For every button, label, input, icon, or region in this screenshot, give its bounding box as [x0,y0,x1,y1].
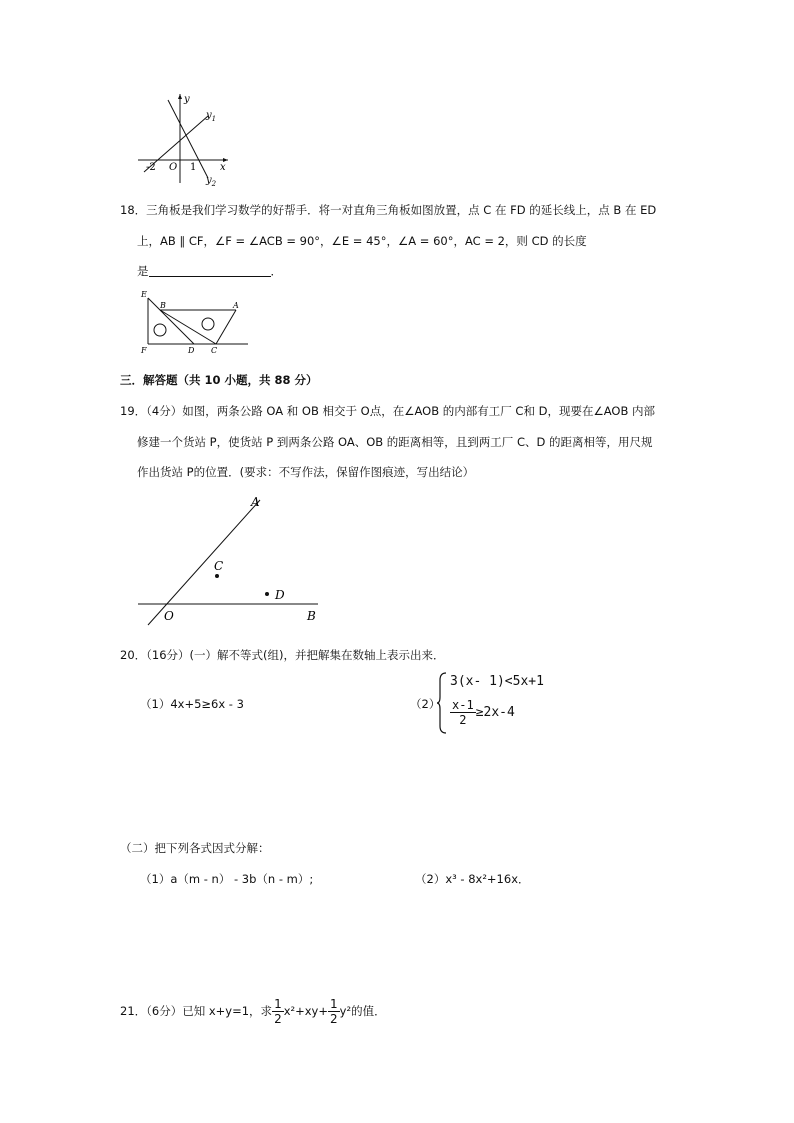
q18-prefix: 是 [137,264,149,278]
q18-triangle-figure [138,288,253,358]
q18-line1 [120,202,656,218]
label-B: B [160,301,166,310]
fraction-denominator: 2 [459,713,467,727]
q19-line2: 修建一个货站 P，使货站 P 到两条公路 OA、OB 的距离相等，且到两工厂 C、D 的距离相等，用尺规 [137,435,653,449]
circle-right [202,318,214,330]
q17-function-graph [130,88,240,188]
q19-angle-figure [130,490,330,630]
label-O: O [164,609,174,623]
q21-mid2: y²的值． [339,1004,386,1018]
segment-ED [148,298,194,344]
label-y: y [184,94,190,105]
q18-number: 18． [120,203,147,217]
label-B: B [307,609,316,623]
fraction-numerator: 1 [274,997,282,1011]
q20-part2-label: （2） [410,697,441,711]
label-x: x [220,162,226,173]
label-D: D [275,588,285,602]
q18-suffix: ． [270,264,282,278]
q18-answer-blank[interactable] [149,264,271,277]
q21-prefix: （6分）已知 x+y=1，求 [146,1004,273,1018]
label-C: C [214,559,224,573]
system-line2 [450,699,515,726]
q18-line3 [137,263,282,279]
q19-number: 19． [120,404,147,418]
segment-AC [216,310,236,344]
q21-number: 21． [120,1004,147,1018]
q21-line [120,998,386,1025]
label-A: A [233,301,239,310]
system-line2-rest: ≥2x-4 [475,705,515,720]
label-C: C [211,346,218,355]
section-title: 三．解答题（共 10 小题，共 88 分） [120,373,318,387]
q20-sub2-title: （二）把下列各式因式分解： [120,841,270,855]
q20-number: 20． [120,648,147,662]
line-OA [148,500,260,625]
q20-factor1: （1）a（m - n） - 3b（n - m）; [140,872,314,886]
y-axis-arrow [178,94,182,99]
fraction-numerator: x-1 [452,698,474,712]
label-F: F [141,346,147,355]
system-line1: 3(x- 1)<5x+1 [450,674,544,689]
fraction-denominator: 2 [274,1012,282,1026]
q18-text1: 三角板是我们学习数学的好帮手．将一对直角三角板如图放置，点 C 在 FD 的延长线上，点 B 在 ED [146,203,657,217]
q19-line1 [120,403,655,419]
system-brace [436,672,448,734]
point-C [215,574,219,578]
label-neg2: -2 [146,162,156,173]
q20-part1: （1）4x+5≥6x - 3 [140,697,244,711]
q20-line1 [120,647,444,663]
fraction-denominator: 2 [330,1012,338,1026]
fraction-numerator: 1 [330,997,338,1011]
q18-line2: 上，AB ∥ CF，∠F = ∠ACB = 90°，∠E = 45°，∠A = 60°，AC = 2，则 CD 的长度 [137,234,587,248]
label-y1: $y_1$ [206,110,217,123]
label-one: 1 [190,162,197,173]
label-E: E [141,290,147,299]
circle-left [154,324,166,336]
label-y2: $y_2$ [206,175,217,188]
q20-intro: （16分）(一）解不等式(组)，并把解集在数轴上表示出来． [146,648,445,662]
label-A: A [251,495,260,509]
segment-BC [160,310,216,344]
system-fraction [450,699,476,726]
point-D [265,592,269,596]
q19-text1: （4分）如图，两条公路 OA 和 OB 相交于 O点，在∠AOB 的内部有工厂 C和 D，现要在∠AOB 内部 [146,404,656,418]
q20-factor2: （2）x³ - 8x²+16x． [415,872,530,886]
q21-fraction-1 [272,998,284,1025]
q21-fraction-2 [328,998,340,1025]
label-D: D [188,346,195,355]
q19-line3: 作出货站 P的位置．(要求：不写作法，保留作图痕迹，写出结论） [137,465,475,479]
q21-mid1: x²+xy+ [283,1004,329,1018]
label-origin: O [169,162,178,173]
